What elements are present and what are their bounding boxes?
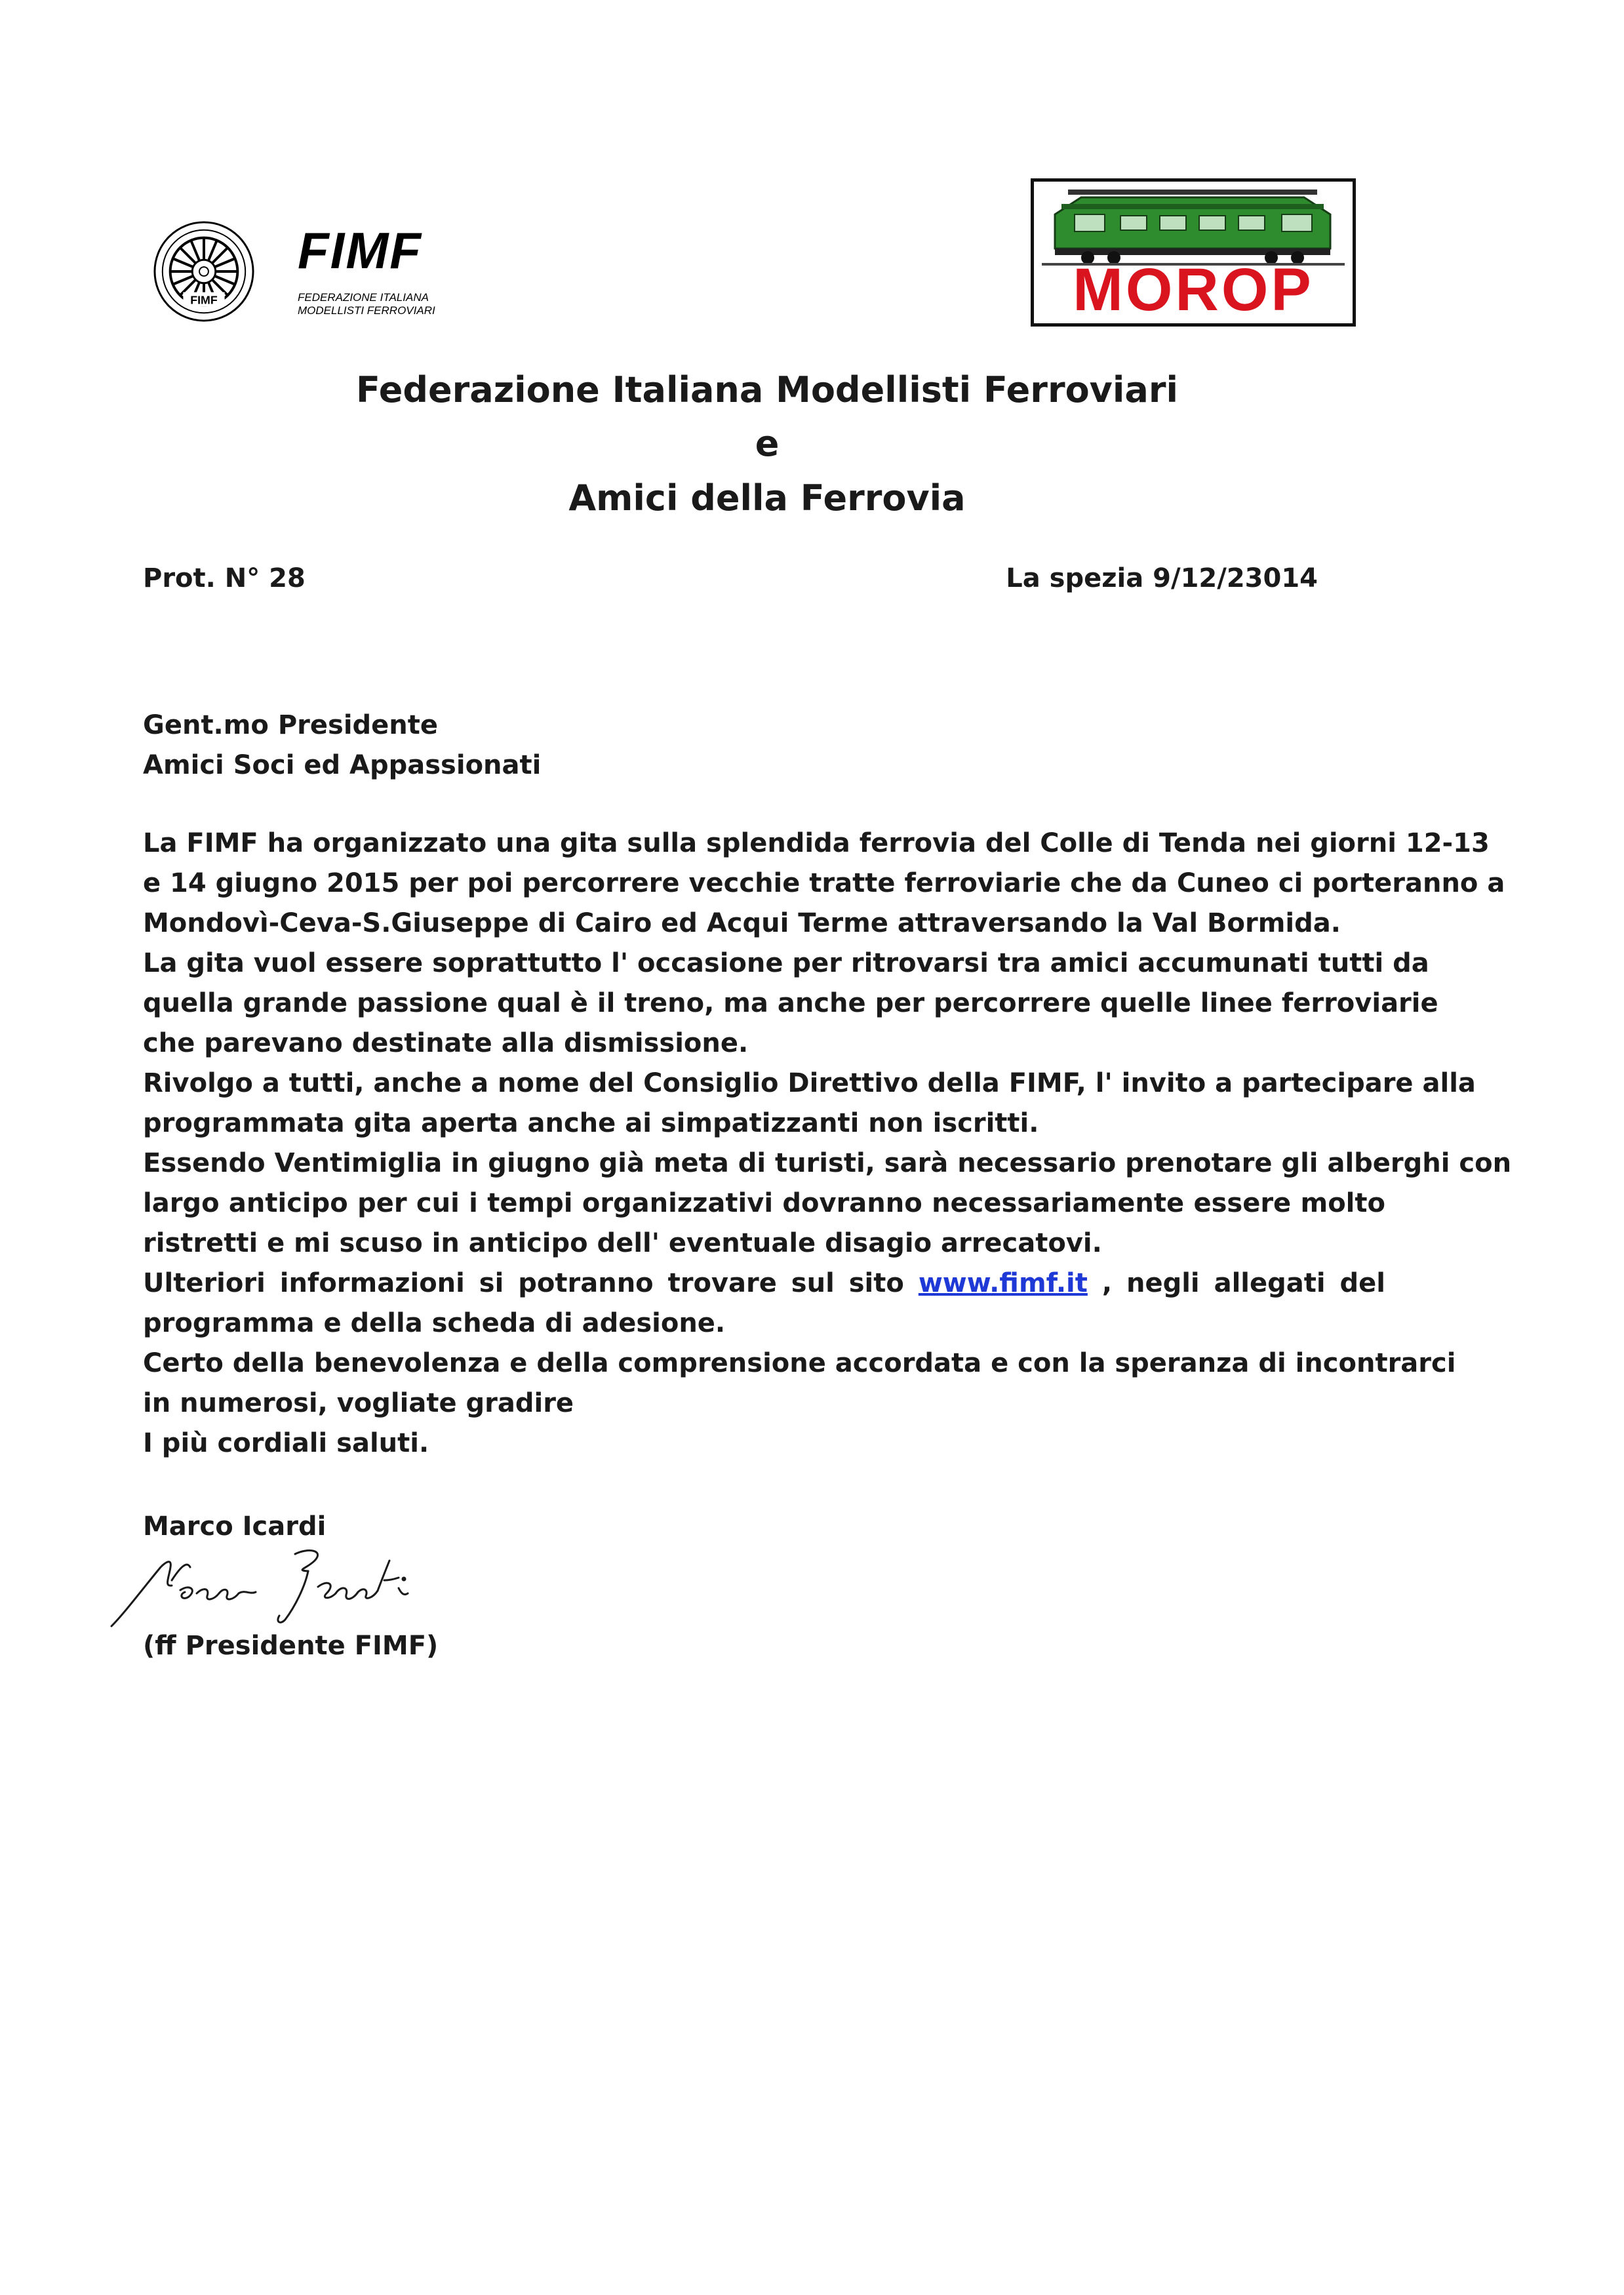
body-line: e 14 giugno 2015 per poi percorrere vecchie tratte ferroviarie che da Cuneo ci porteranno a [143, 868, 1505, 898]
locomotive-icon [1042, 188, 1345, 266]
letter-date: La spezia 9/12/23014 [1006, 563, 1318, 593]
fimf-logo-subtitle: MODELLISTI FERROVIARI [298, 304, 435, 317]
greeting [143, 706, 1385, 786]
body-line: che parevano destinate alla dismissione. [143, 1028, 749, 1058]
greeting-line: Gent.mo Presidente [143, 710, 439, 740]
letter-body [143, 824, 1512, 1464]
signatory-name: Marco Icardi [143, 1511, 327, 1542]
body-line: in numerosi, vogliate gradire [143, 1388, 574, 1418]
body-line: programma e della scheda di adesione. [143, 1308, 726, 1338]
body-line: ristretti e mi scuso in anticipo dell' eventuale disagio arrecatovi. [143, 1228, 1102, 1258]
svg-text:FIMF: FIMF [190, 293, 218, 307]
greeting-line: Amici Soci ed Appassionati [143, 750, 542, 780]
train-wheel-icon [152, 220, 256, 323]
body-line: largo anticipo per cui i tempi organizzativi dovranno necessariamente essere molto [143, 1188, 1385, 1218]
fimf-logo [152, 220, 454, 325]
body-line-with-link [143, 1264, 1385, 1304]
fimf-logo-name: FIMF [298, 222, 422, 279]
website-link[interactable]: www.fimf.it [918, 1268, 1088, 1298]
handwritten-signature [98, 1541, 439, 1633]
info-text-after: , negli allegati del [1101, 1268, 1385, 1298]
page-title: Federazione Italiana Modellisti Ferroviari [356, 369, 1178, 410]
body-line: I più cordiali saluti. [143, 1428, 429, 1458]
body-line: quella grande passione qual è il treno, ma anche per percorrere quelle linee ferroviarie [143, 988, 1438, 1018]
body-line: Certo della benevolenza e della comprensione accordata e con la speranza di incontrarci [143, 1348, 1456, 1378]
protocol-number: Prot. N° 28 [143, 563, 306, 593]
body-line: La FIMF ha organizzato una gita sulla splendida ferrovia del Colle di Tenda nei giorni 12-13 [143, 828, 1490, 858]
body-line: Rivolgo a tutti, anche a nome del Consiglio Direttivo della FIMF, l' invito a partecipare alla [143, 1068, 1476, 1098]
info-text: Ulteriori informazioni si potranno trovare sul sito [143, 1268, 904, 1298]
signatory-role: (ff Presidente FIMF) [143, 1631, 439, 1661]
page-subtitle: Amici della Ferrovia [568, 477, 966, 519]
morop-logo [1031, 178, 1356, 327]
body-line: Essendo Ventimiglia in giugno già meta di turisti, sarà necessario prenotare gli alberghi con [143, 1148, 1512, 1178]
fimf-logo-subtitle: FEDERAZIONE ITALIANA [298, 291, 429, 304]
morop-logo-text: MOROP [1073, 256, 1314, 323]
body-line: Mondovì-Ceva-S.Giuseppe di Cairo ed Acqui Terme attraversando la Val Bormida. [143, 908, 1341, 938]
body-line: programmata gita aperta anche ai simpatizzanti non iscritti. [143, 1108, 1039, 1138]
page-title-conjunction: e [755, 423, 780, 464]
body-line: La gita vuol essere soprattutto l' occasione per ritrovarsi tra amici accumunati tutti da [143, 948, 1429, 978]
